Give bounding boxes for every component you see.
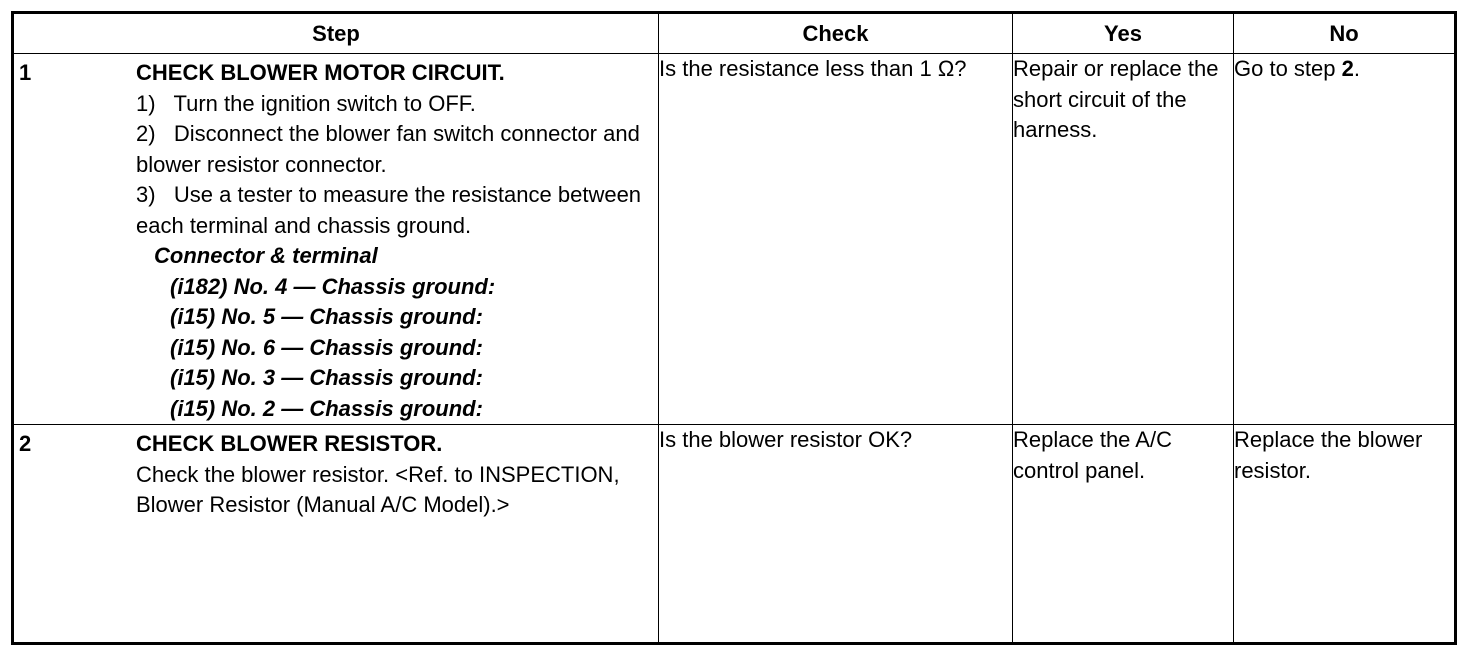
- connector-item: (i182) No. 4 — Chassis ground:: [170, 273, 496, 299]
- header-step: Step: [13, 13, 659, 54]
- step-number: 2: [19, 431, 32, 456]
- header-row: [13, 13, 1456, 54]
- diagnostic-table: [11, 11, 1457, 645]
- table-row: [13, 54, 1456, 425]
- connector-heading: Connector & terminal: [154, 243, 378, 268]
- connector-item: (i15) No. 6 — Chassis ground:: [170, 334, 483, 360]
- check-cell: Is the resistance less than 1 Ω?: [659, 54, 1013, 425]
- yes-cell: Replace the A/C control panel.: [1013, 425, 1234, 644]
- header-check: Check: [659, 13, 1013, 54]
- yes-cell: Repair or replace the short circuit of the harness.: [1013, 54, 1234, 425]
- connector-item: (i15) No. 5 — Chassis ground:: [170, 304, 483, 329]
- instruction-line: 3) Use a tester to measure the resistance between each terminal and chassis ground.: [136, 182, 648, 238]
- step-cell: [13, 54, 659, 425]
- header-no: No: [1234, 13, 1456, 54]
- step-body: [14, 54, 658, 424]
- connector-item: (i15) No. 2 — Chassis ground:: [170, 395, 483, 421]
- step-body: [14, 425, 658, 521]
- no-cell: Replace the blower resistor.: [1234, 425, 1456, 644]
- step-title: CHECK BLOWER MOTOR CIRCUIT.: [136, 60, 505, 85]
- step-reference: 2: [1341, 56, 1354, 81]
- no-suffix: .: [1353, 56, 1360, 81]
- connector-item: (i15) No. 3 — Chassis ground:: [170, 365, 483, 390]
- instruction-line: Check the blower resistor. <Ref. to INSPECTION, Blower Resistor (Manual A/C Model).>: [136, 461, 620, 517]
- instruction-line: 1) Turn the ignition switch to OFF.: [136, 90, 476, 116]
- header-yes: Yes: [1013, 13, 1234, 54]
- step-title: CHECK BLOWER RESISTOR.: [136, 431, 443, 456]
- table-row: [13, 425, 1456, 644]
- step-number: 1: [19, 60, 32, 85]
- check-cell: Is the blower resistor OK?: [659, 425, 1013, 644]
- instruction-line: 2) Disconnect the blower fan switch connector and blower resistor connector.: [136, 121, 646, 177]
- no-cell: [1234, 54, 1456, 425]
- step-cell: [13, 425, 659, 644]
- no-prefix: Go to step: [1234, 56, 1342, 81]
